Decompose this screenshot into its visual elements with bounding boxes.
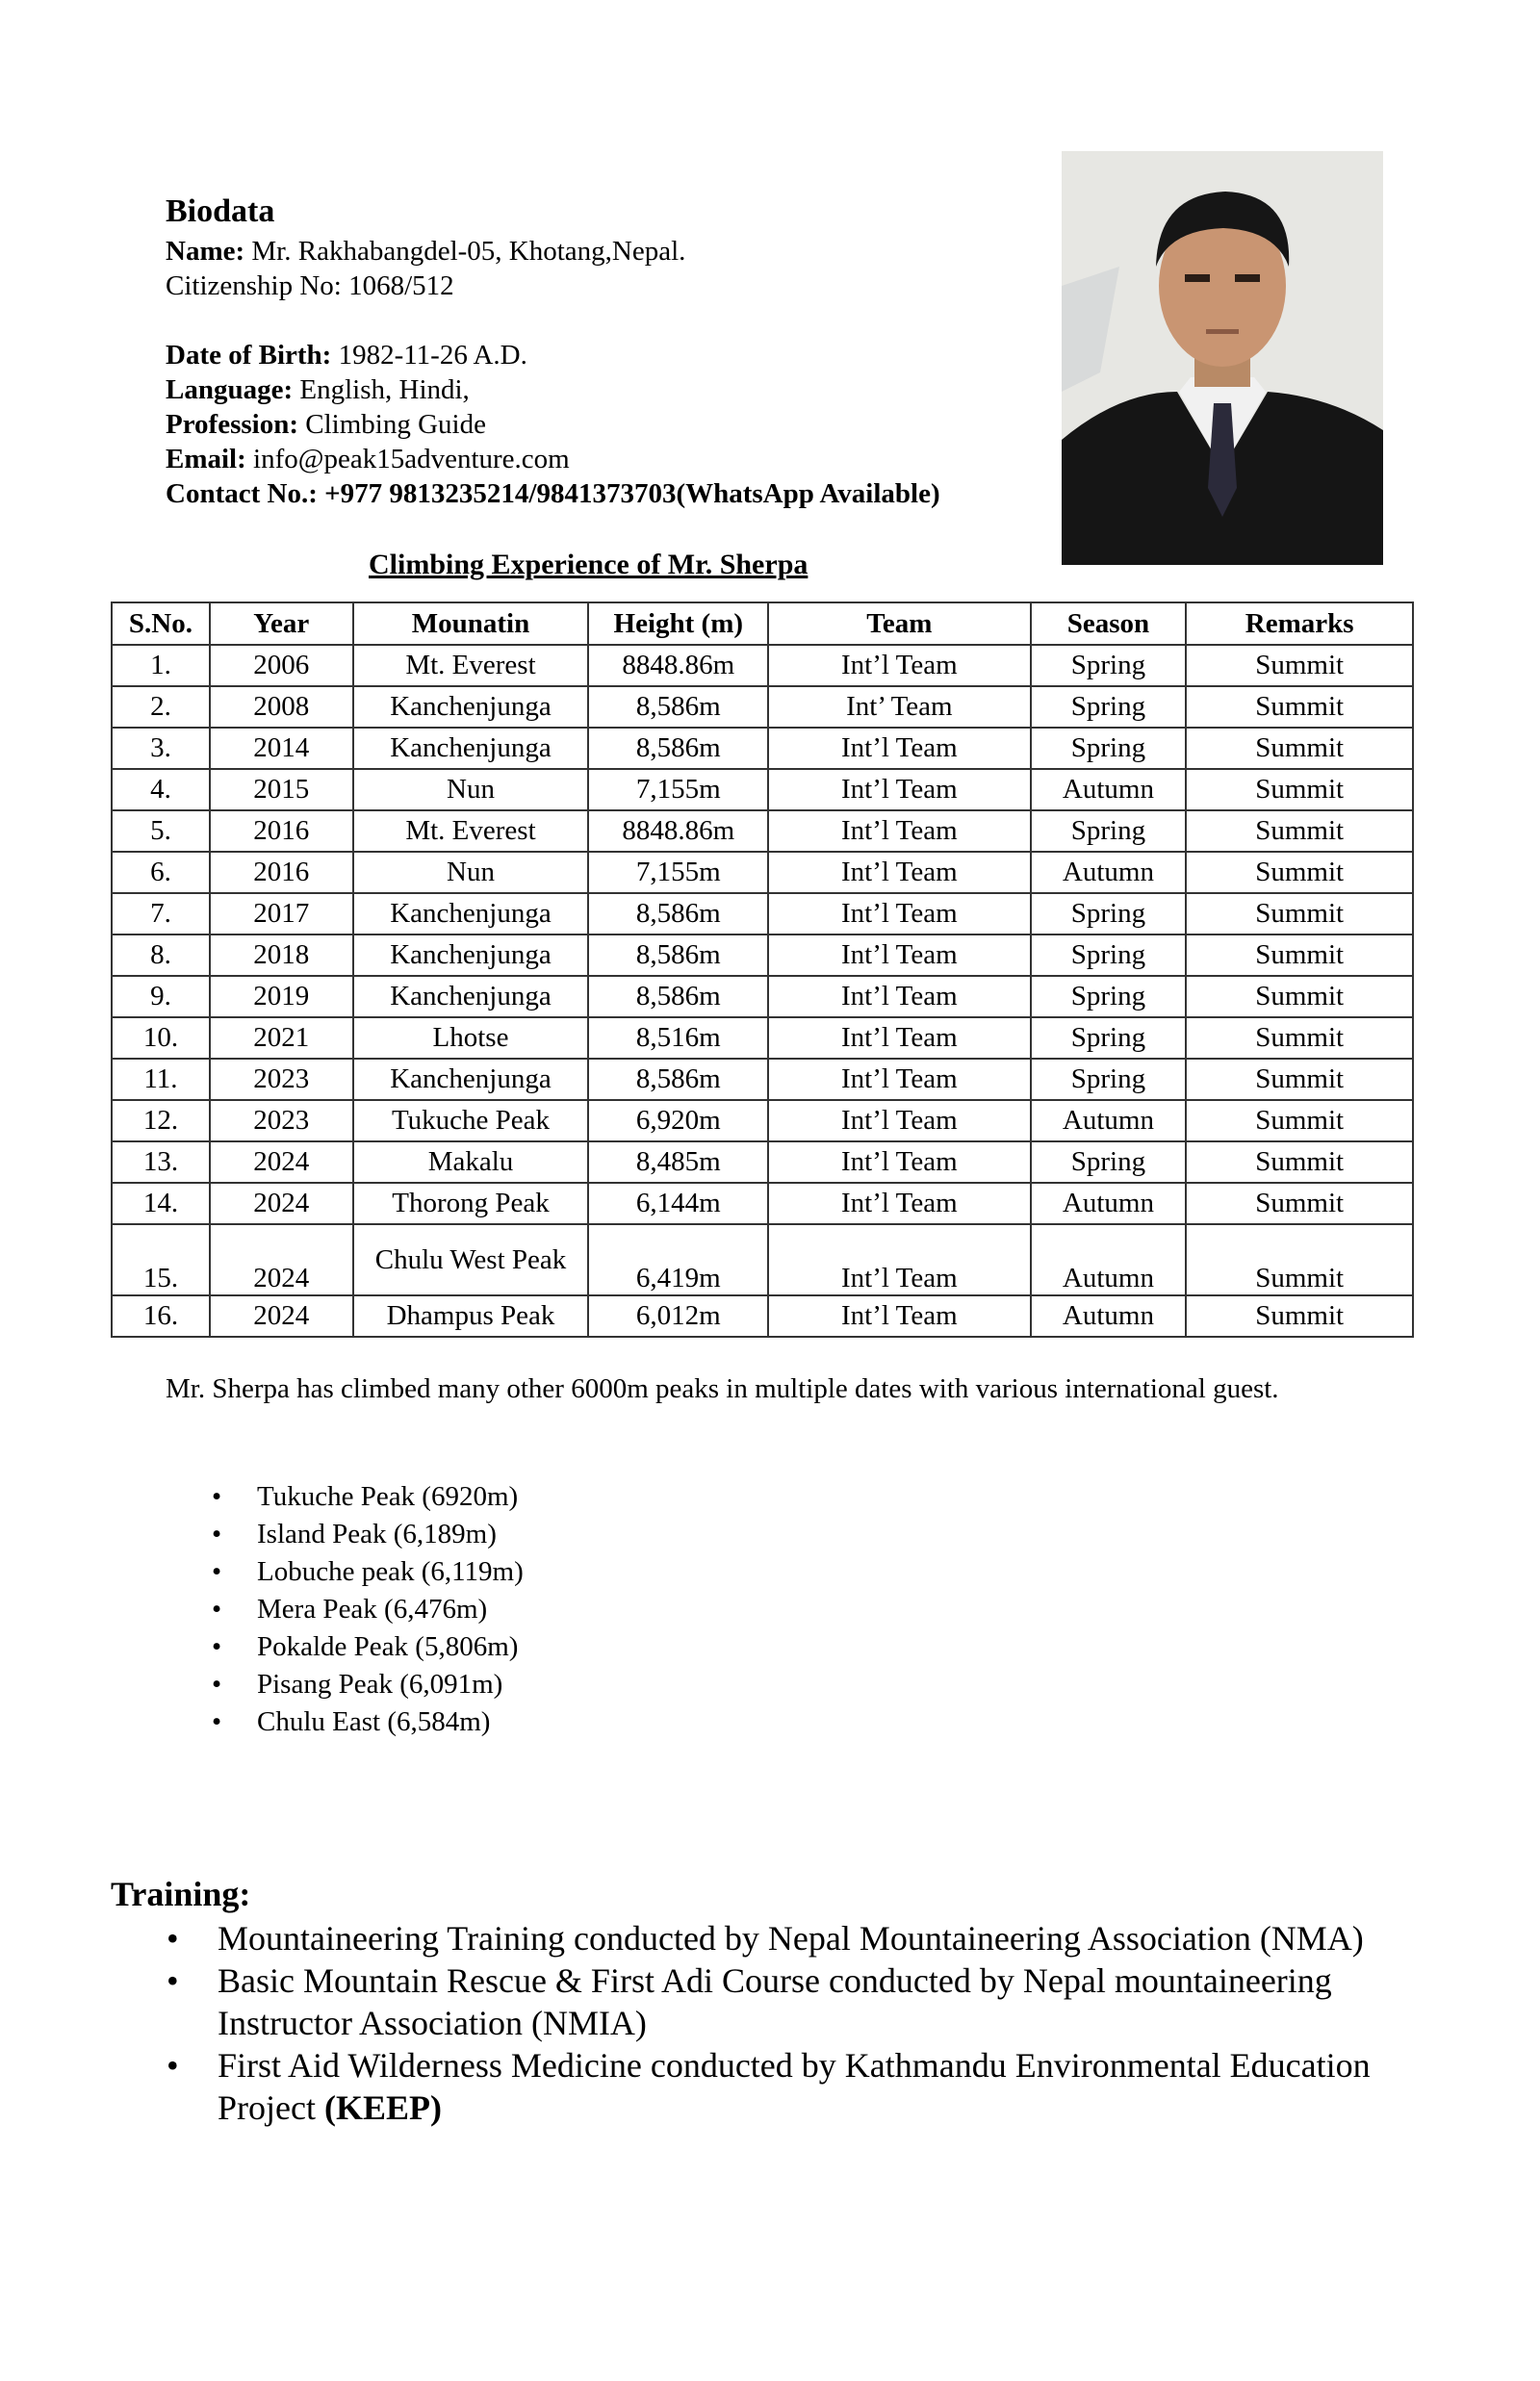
cell-year: 2024 [210,1141,353,1183]
cell-season: Spring [1031,810,1187,852]
cell-team: Int’l Team [768,1017,1030,1059]
cell-team: Int’l Team [768,1100,1030,1141]
cell-remarks: Summit [1186,1141,1413,1183]
cell-team: Int’l Team [768,810,1030,852]
cell-season: Spring [1031,976,1187,1017]
cell-height: 8,586m [588,976,768,1017]
cell-team: Int’ Team [768,686,1030,728]
cell-height: 6,144m [588,1183,768,1224]
cell-year: 2023 [210,1059,353,1100]
name-label: Name: [166,236,245,267]
contact-line: Contact No.: +977 9813235214/9841373703(WhatsApp Available) [166,478,940,509]
cell-season: Spring [1031,1017,1187,1059]
name-value: Mr. Rakhabangdel-05, Khotang,Nepal. [244,236,686,267]
list-item: • Mountaineering Training conducted by Nepal Mountaineering Association (NMA) [111,1917,1439,1959]
cell-height: 7,155m [588,769,768,810]
cell-team: Int’l Team [768,934,1030,976]
cell-year: 2019 [210,976,353,1017]
cell-season: Spring [1031,1059,1187,1100]
cell-remarks: Summit [1186,1183,1413,1224]
cell-sno: 10. [112,1017,210,1059]
cell-sno: 12. [112,1100,210,1141]
cell-remarks: Summit [1186,1295,1413,1337]
other-peaks-note: Mr. Sherpa has climbed many other 6000m peaks in multiple dates with various international guest. [166,1373,1279,1404]
cell-remarks: Summit [1186,686,1413,728]
table-row [112,1224,1413,1295]
cell-height: 8848.86m [588,810,768,852]
table-row [112,1183,1413,1224]
cell-remarks: Summit [1186,893,1413,934]
cell-season: Autumn [1031,1183,1187,1224]
table-row [112,1295,1413,1337]
cell-year: 2023 [210,1100,353,1141]
cell-mountain: Mt. Everest [353,645,589,686]
table-row [112,769,1413,810]
cell-sno: 2. [112,686,210,728]
cell-season: Spring [1031,1141,1187,1183]
cell-team: Int’l Team [768,976,1030,1017]
email-label: Email: [166,444,246,474]
cell-season: Autumn [1031,1295,1187,1337]
cell-sno: 1. [112,645,210,686]
cell-sno: 9. [112,976,210,1017]
cell-height: 8848.86m [588,645,768,686]
table-row [112,1100,1413,1141]
cell-team: Int’l Team [768,769,1030,810]
list-item: • Pisang Peak (6,091m) [166,1666,524,1703]
list-item: • Lobuche peak (6,119m) [166,1553,524,1591]
cell-team: Int’l Team [768,893,1030,934]
cell-year: 2014 [210,728,353,769]
cell-season: Spring [1031,645,1187,686]
table-row [112,686,1413,728]
cell-year: 2006 [210,645,353,686]
cell-year: 2016 [210,810,353,852]
cell-mountain: Mt. Everest [353,810,589,852]
cell-height: 8,586m [588,728,768,769]
cell-height: 8,516m [588,1017,768,1059]
cell-mountain: Nun [353,769,589,810]
cell-season: Autumn [1031,1224,1187,1295]
table-header-row [112,602,1413,645]
list-item: • Chulu East (6,584m) [166,1703,524,1741]
cell-season: Spring [1031,728,1187,769]
cell-sno: 16. [112,1295,210,1337]
cell-remarks: Summit [1186,769,1413,810]
cell-team: Int’l Team [768,645,1030,686]
cell-year: 2017 [210,893,353,934]
cell-year: 2024 [210,1295,353,1337]
other-peaks-list [166,1478,524,1741]
table-row [112,1141,1413,1183]
cell-season: Autumn [1031,852,1187,893]
cell-year: 2018 [210,934,353,976]
cell-mountain: Lhotse [353,1017,589,1059]
cell-year: 2015 [210,769,353,810]
list-item: • Island Peak (6,189m) [166,1516,524,1553]
dob-value: 1982-11-26 A.D. [331,340,527,371]
training-item-text: First Aid Wilderness Medicine conducted by Kathmandu Environmental Education Project [218,2046,1371,2127]
cell-mountain: Dhampus Peak [353,1295,589,1337]
table-row [112,1059,1413,1100]
cell-sno: 7. [112,893,210,934]
cell-year: 2008 [210,686,353,728]
profession-line [166,407,1070,442]
cell-sno: 13. [112,1141,210,1183]
table-row [112,728,1413,769]
cell-season: Spring [1031,893,1187,934]
email-line [166,442,1070,476]
table-row [112,893,1413,934]
cell-mountain: Kanchenjunga [353,934,589,976]
cell-year: 2024 [210,1224,353,1295]
cell-mountain: Makalu [353,1141,589,1183]
header-remarks: Remarks [1186,602,1413,645]
language-value: English, Hindi, [293,374,470,405]
cell-height: 7,155m [588,852,768,893]
header-sno: S.No. [112,602,210,645]
cell-team: Int’l Team [768,1183,1030,1224]
cell-height: 8,586m [588,686,768,728]
cell-mountain: Kanchenjunga [353,728,589,769]
cell-mountain: Thorong Peak [353,1183,589,1224]
cell-team: Int’l Team [768,728,1030,769]
citizenship-line: Citizenship No: 1068/512 [166,270,454,301]
training-list [111,1917,1439,2129]
cell-season: Autumn [1031,769,1187,810]
dob-label: Date of Birth: [166,340,332,371]
cell-sno: 4. [112,769,210,810]
cell-remarks: Summit [1186,976,1413,1017]
cell-year: 2021 [210,1017,353,1059]
cell-mountain: Kanchenjunga [353,976,589,1017]
cell-remarks: Summit [1186,852,1413,893]
training-title: Training: [111,1875,251,1913]
cell-team: Int’l Team [768,1141,1030,1183]
cell-remarks: Summit [1186,728,1413,769]
language-line [166,372,1070,407]
list-item: • Basic Mountain Rescue & First Adi Course conducted by Nepal mountaineering Instructor Association (NMIA) [111,1959,1439,2044]
portrait-photo [1062,151,1383,565]
cell-sno: 5. [112,810,210,852]
cell-season: Spring [1031,686,1187,728]
cell-team: Int’l Team [768,1224,1030,1295]
cell-sno: 15. [112,1224,210,1295]
cell-mountain: Kanchenjunga [353,1059,589,1100]
list-item [111,2044,1439,2129]
cell-height: 6,920m [588,1100,768,1141]
cell-remarks: Summit [1186,1100,1413,1141]
cell-season: Autumn [1031,1100,1187,1141]
header-season: Season [1031,602,1187,645]
table-row [112,810,1413,852]
cell-mountain: Kanchenjunga [353,893,589,934]
cell-remarks: Summit [1186,810,1413,852]
cell-mountain: Kanchenjunga [353,686,589,728]
table-row [112,976,1413,1017]
table-row [112,852,1413,893]
experience-table [111,602,1414,1338]
header-mountain: Mounatin [353,602,589,645]
cell-team: Int’l Team [768,1059,1030,1100]
header-year: Year [210,602,353,645]
cell-year: 2016 [210,852,353,893]
list-item: • Tukuche Peak (6920m) [166,1478,524,1516]
cell-remarks: Summit [1186,1224,1413,1295]
cell-sno: 11. [112,1059,210,1100]
header-height: Height (m) [588,602,768,645]
biodata-section [166,190,1070,511]
list-item: • Pokalde Peak (5,806m) [166,1628,524,1666]
cell-team: Int’l Team [768,852,1030,893]
cell-remarks: Summit [1186,1017,1413,1059]
cell-height: 6,419m [588,1224,768,1295]
cell-height: 8,586m [588,934,768,976]
email-value: info@peak15adventure.com [245,444,570,474]
cell-height: 6,012m [588,1295,768,1337]
list-item: • Mera Peak (6,476m) [166,1591,524,1628]
profession-value: Climbing Guide [298,409,486,440]
cell-team: Int’l Team [768,1295,1030,1337]
table-row [112,645,1413,686]
cell-sno: 3. [112,728,210,769]
cell-mountain: Chulu West Peak [353,1224,589,1295]
biodata-title: Biodata [166,193,275,229]
cell-height: 8,485m [588,1141,768,1183]
profession-label: Profession: [166,409,299,440]
cell-sno: 6. [112,852,210,893]
name-line [166,234,1070,269]
cell-remarks: Summit [1186,934,1413,976]
experience-title: Climbing Experience of Mr. Sherpa [369,549,808,580]
cell-height: 8,586m [588,1059,768,1100]
language-label: Language: [166,374,294,405]
cell-mountain: Tukuche Peak [353,1100,589,1141]
cell-year: 2024 [210,1183,353,1224]
cell-season: Spring [1031,934,1187,976]
training-item-bold: (KEEP) [323,2088,442,2127]
header-team: Team [768,602,1030,645]
table-row [112,934,1413,976]
cell-sno: 14. [112,1183,210,1224]
cell-height: 8,586m [588,893,768,934]
cell-remarks: Summit [1186,1059,1413,1100]
cell-sno: 8. [112,934,210,976]
table-row [112,1017,1413,1059]
cell-mountain: Nun [353,852,589,893]
cell-remarks: Summit [1186,645,1413,686]
dob-line [166,338,1070,372]
